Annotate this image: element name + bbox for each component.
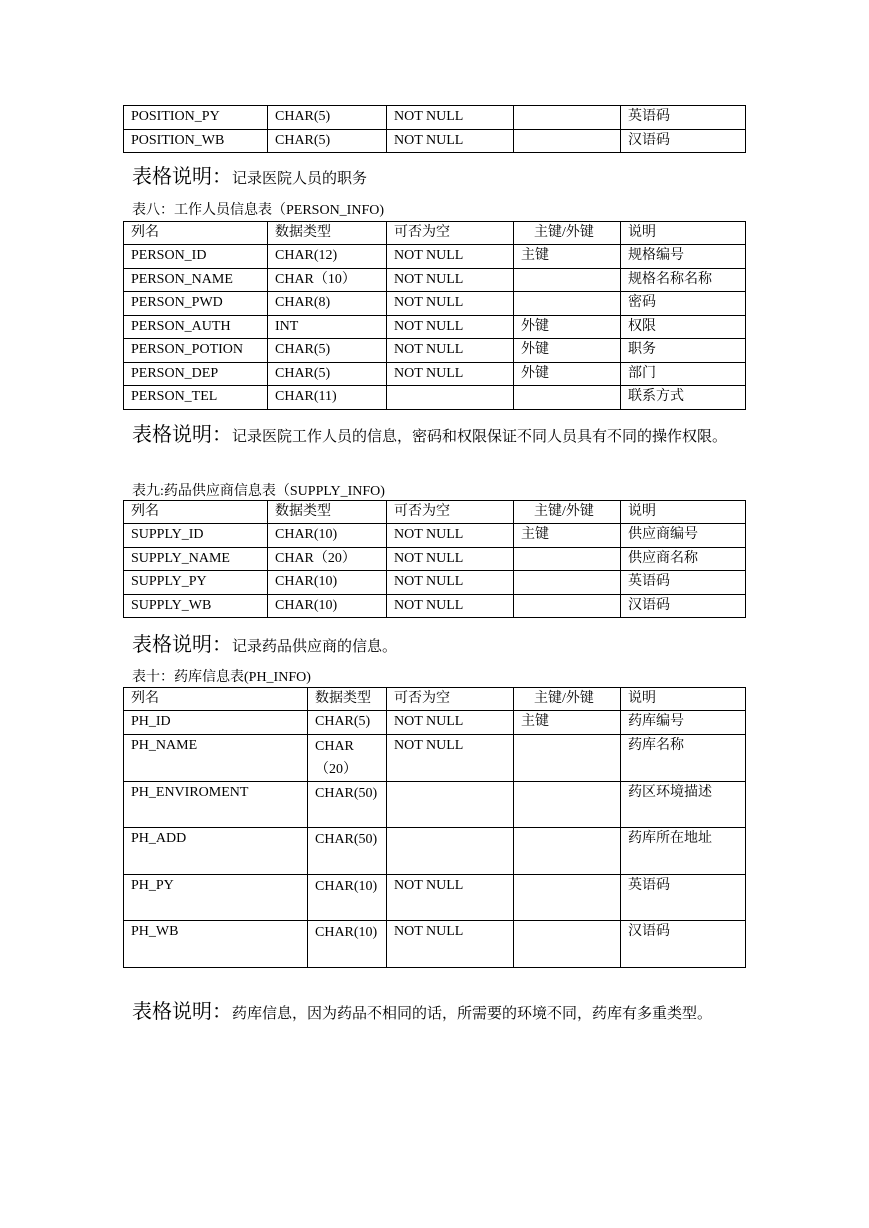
table-cell: PERSON_AUTH <box>124 315 268 339</box>
table-cell: PH_PY <box>124 874 308 921</box>
table-cell: 英语码 <box>621 571 746 595</box>
table-cell: PH_ENVIROMENT <box>124 781 308 828</box>
table-cell: CHAR(50) <box>308 781 387 828</box>
table-row <box>124 921 746 968</box>
table-cell: SUPPLY_PY <box>124 571 268 595</box>
table-row <box>124 781 746 828</box>
table-cell: 权限 <box>621 315 746 339</box>
table-row <box>124 268 746 292</box>
table-cell <box>514 106 621 130</box>
table-cell: CHAR(8) <box>268 292 387 316</box>
table-cell: PERSON_PWD <box>124 292 268 316</box>
table-note-supply <box>132 628 744 657</box>
table-cell: NOT NULL <box>387 734 514 781</box>
note-lead: 表格说明： <box>132 422 232 446</box>
table-cell <box>387 781 514 828</box>
table-cell: CHAR(5) <box>268 339 387 363</box>
table-cell <box>514 921 621 968</box>
table-cell: CHAR(10) <box>268 571 387 595</box>
table-cell: 数据类型 <box>308 688 387 711</box>
person-info-table <box>123 221 746 410</box>
table-cell: CHAR(10) <box>268 594 387 618</box>
note-lead: 表格说明： <box>132 164 232 188</box>
table-header-row <box>124 688 746 711</box>
table-cell: NOT NULL <box>387 711 514 735</box>
table-cell: 列名 <box>124 222 268 245</box>
table-cell: 密码 <box>621 292 746 316</box>
table-row <box>124 711 746 735</box>
table-cell: 规格编号 <box>621 245 746 269</box>
table-cell: 可否为空 <box>387 688 514 711</box>
table9-caption: 表九:药品供应商信息表（SUPPLY_INFO) <box>132 484 385 499</box>
table-cell: 外键 <box>514 362 621 386</box>
table-cell: CHAR（20） <box>268 547 387 571</box>
note-body: 记录药品供应商的信息。 <box>232 637 398 655</box>
table-cell <box>514 571 621 595</box>
table-cell: 主键/外键 <box>514 222 621 245</box>
table-cell: 列名 <box>124 688 308 711</box>
table-row <box>124 362 746 386</box>
table-cell: 主键/外键 <box>514 501 621 524</box>
table-cell: 主键 <box>514 711 621 735</box>
table-cell: SUPPLY_WB <box>124 594 268 618</box>
table-cell <box>514 292 621 316</box>
table-cell: 汉语码 <box>621 921 746 968</box>
table-cell: 说明 <box>621 688 746 711</box>
table-cell: NOT NULL <box>387 339 514 363</box>
table-cell: NOT NULL <box>387 571 514 595</box>
table-cell: NOT NULL <box>387 245 514 269</box>
table10-caption: 表十：药库信息表(PH_INFO) <box>132 670 311 685</box>
table-cell: CHAR（20） <box>308 734 387 781</box>
table-cell: 供应商名称 <box>621 547 746 571</box>
table-row <box>124 339 746 363</box>
table-cell: CHAR(11) <box>268 386 387 410</box>
table-cell: 药库所在地址 <box>621 828 746 875</box>
table-cell: NOT NULL <box>387 594 514 618</box>
note-body: 记录医院工作人员的信息，密码和权限保证不同人员具有不同的操作权限。 <box>232 427 728 445</box>
table-cell: PERSON_NAME <box>124 268 268 292</box>
table-cell: 职务 <box>621 339 746 363</box>
table-header-row <box>124 501 746 524</box>
supply-info-table <box>123 500 746 618</box>
table-cell: 部门 <box>621 362 746 386</box>
table-cell: 可否为空 <box>387 501 514 524</box>
table-cell: 说明 <box>621 222 746 245</box>
table-cell: PERSON_ID <box>124 245 268 269</box>
table-cell: NOT NULL <box>387 129 514 153</box>
table-row <box>124 315 746 339</box>
table-cell: CHAR(12) <box>268 245 387 269</box>
table-cell <box>514 386 621 410</box>
table-cell: CHAR(5) <box>268 106 387 130</box>
table-cell: 英语码 <box>621 874 746 921</box>
table-cell: INT <box>268 315 387 339</box>
table-cell: NOT NULL <box>387 315 514 339</box>
table-cell: PERSON_TEL <box>124 386 268 410</box>
table-cell: 主键 <box>514 524 621 548</box>
table-cell: 规格名称名称 <box>621 268 746 292</box>
table-cell <box>514 547 621 571</box>
table-cell: PERSON_POTION <box>124 339 268 363</box>
table-cell: PH_ID <box>124 711 308 735</box>
table-cell <box>514 268 621 292</box>
table-row <box>124 524 746 548</box>
table-cell: PH_ADD <box>124 828 308 875</box>
table-cell: PH_NAME <box>124 734 308 781</box>
table-cell: 说明 <box>621 501 746 524</box>
table-cell: 数据类型 <box>268 501 387 524</box>
table-cell: 数据类型 <box>268 222 387 245</box>
table-cell: CHAR(10) <box>308 921 387 968</box>
table-cell: 汉语码 <box>621 594 746 618</box>
table-cell: NOT NULL <box>387 292 514 316</box>
table-cell <box>514 828 621 875</box>
table-cell: CHAR(5) <box>268 129 387 153</box>
note-lead: 表格说明： <box>132 632 232 656</box>
table-cell <box>514 781 621 828</box>
table-cell <box>387 828 514 875</box>
table-cell: NOT NULL <box>387 921 514 968</box>
table-cell <box>514 594 621 618</box>
table-cell: 药库名称 <box>621 734 746 781</box>
note-body: 药库信息，因为药品不相同的话，所需要的环境不同，药库有多重类型。 <box>232 1004 713 1022</box>
table-cell <box>387 386 514 410</box>
table-header-row <box>124 222 746 245</box>
table-row <box>124 594 746 618</box>
table-cell <box>514 129 621 153</box>
table-row <box>124 129 746 153</box>
table-cell: CHAR(10) <box>268 524 387 548</box>
note-lead: 表格说明： <box>132 999 232 1023</box>
table-cell: 列名 <box>124 501 268 524</box>
table-cell: NOT NULL <box>387 524 514 548</box>
table-cell: 药库编号 <box>621 711 746 735</box>
table-cell: 汉语码 <box>621 129 746 153</box>
table-row <box>124 734 746 781</box>
table-row <box>124 547 746 571</box>
table-row <box>124 106 746 130</box>
table-cell: 可否为空 <box>387 222 514 245</box>
table-row <box>124 571 746 595</box>
table-cell: CHAR(5) <box>268 362 387 386</box>
table-note-person <box>132 418 744 452</box>
table-cell: NOT NULL <box>387 874 514 921</box>
table-cell: CHAR(50) <box>308 828 387 875</box>
table-cell: PERSON_DEP <box>124 362 268 386</box>
table-cell: CHAR（10） <box>268 268 387 292</box>
table-note-ph <box>132 995 744 1029</box>
table-cell: CHAR(10) <box>308 874 387 921</box>
table-row <box>124 245 746 269</box>
table-cell: 主键/外键 <box>514 688 621 711</box>
table-cell: 联系方式 <box>621 386 746 410</box>
table-row <box>124 386 746 410</box>
table-cell: NOT NULL <box>387 268 514 292</box>
position-table <box>123 105 746 153</box>
table-note-position <box>132 160 744 189</box>
table-cell: PH_WB <box>124 921 308 968</box>
table-row <box>124 828 746 875</box>
table-cell <box>514 874 621 921</box>
table-cell: CHAR(5) <box>308 711 387 735</box>
table-cell: 英语码 <box>621 106 746 130</box>
table-cell: 外键 <box>514 315 621 339</box>
table-cell: NOT NULL <box>387 362 514 386</box>
table-cell: 主键 <box>514 245 621 269</box>
table-cell: 药区环境描述 <box>621 781 746 828</box>
table-cell: NOT NULL <box>387 106 514 130</box>
table8-caption: 表八：工作人员信息表（PERSON_INFO) <box>132 203 385 218</box>
table-cell: POSITION_PY <box>124 106 268 130</box>
table-cell: 供应商编号 <box>621 524 746 548</box>
table-cell <box>514 734 621 781</box>
table-row <box>124 874 746 921</box>
table-cell: POSITION_WB <box>124 129 268 153</box>
ph-info-table <box>123 687 746 968</box>
note-body: 记录医院人员的职务 <box>232 169 368 187</box>
table-row <box>124 292 746 316</box>
table-cell: 外键 <box>514 339 621 363</box>
table-cell: NOT NULL <box>387 547 514 571</box>
table-cell: SUPPLY_NAME <box>124 547 268 571</box>
table-cell: SUPPLY_ID <box>124 524 268 548</box>
